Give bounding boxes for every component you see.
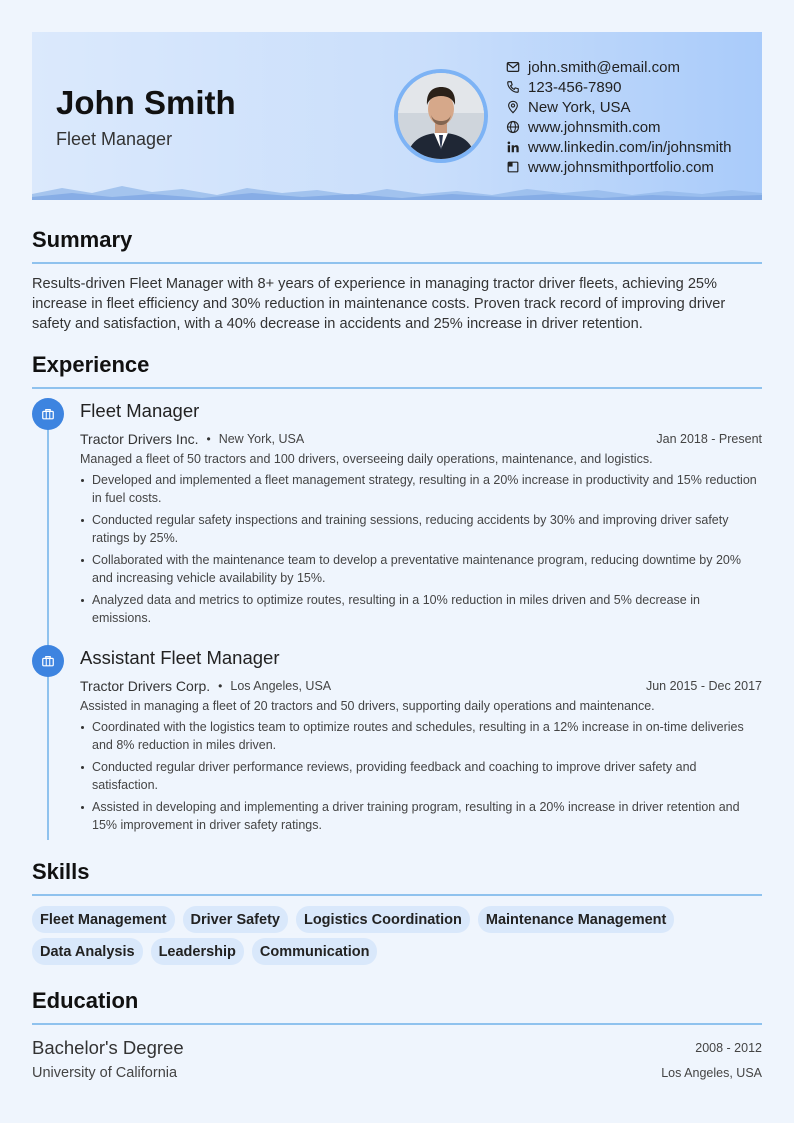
experience-timeline bbox=[47, 412, 49, 840]
job-description: Managed a fleet of 50 tractors and 100 drivers, overseeing daily operations, maintenance, and logistics. bbox=[80, 452, 653, 466]
skill-chip: Driver Safety bbox=[183, 906, 288, 933]
candidate-name: John Smith bbox=[56, 84, 236, 121]
achievement-item: Developed and implemented a fleet management strategy, resulting in a 20% increase in productivity and 15% reduction in fuel costs. bbox=[80, 471, 762, 507]
contact-email[interactable] bbox=[506, 57, 731, 77]
contact-location-text: New York, USA bbox=[528, 98, 631, 116]
skill-chip: Fleet Management bbox=[32, 906, 175, 933]
contact-portfolio[interactable] bbox=[506, 157, 731, 177]
job-location: New York, USA bbox=[218, 432, 305, 446]
job-dates: Jun 2015 - Dec 2017 bbox=[645, 679, 762, 693]
job-role: Fleet Manager bbox=[80, 400, 200, 421]
summary-text: Results-driven Fleet Manager with 8+ years of experience in managing tractor driver fleets, achieving 25% increase in fleet efficiency and 30% reduction in maintenance costs. Proven track record of improving driver safety and satisfaction, with a 40% decrease in accidents and 25% increase in driver retention. bbox=[32, 276, 726, 332]
education-degree: Bachelor's Degree bbox=[32, 1037, 184, 1058]
job-marker-2 bbox=[32, 645, 64, 677]
skills-heading: Skills bbox=[32, 859, 90, 884]
person-photo-icon bbox=[398, 73, 484, 159]
skill-chip: Leadership bbox=[151, 938, 244, 965]
job-meta bbox=[80, 426, 762, 452]
skill-chip: Logistics Coordination bbox=[296, 906, 470, 933]
job-marker-1 bbox=[32, 398, 64, 430]
job-company: Tractor Drivers Corp. bbox=[80, 678, 211, 694]
briefcase-icon bbox=[41, 654, 55, 668]
job-company: Tractor Drivers Inc. bbox=[80, 431, 199, 447]
education-school: University of California bbox=[32, 1065, 178, 1081]
job-entry-1 bbox=[80, 400, 762, 631]
mountain-decoration bbox=[32, 184, 762, 200]
job-achievements bbox=[80, 471, 762, 627]
location-pin-icon bbox=[506, 100, 520, 114]
education-dates: 2008 - 2012 bbox=[695, 1041, 762, 1055]
achievement-item: Conducted regular driver performance reviews, providing feedback and coaching to improve driver safety and satisfaction. bbox=[80, 758, 762, 794]
globe-icon bbox=[506, 120, 520, 134]
resume-header bbox=[32, 32, 762, 200]
separator-dot: • bbox=[206, 432, 211, 446]
contact-portfolio-text: www.johnsmithportfolio.com bbox=[528, 158, 714, 176]
phone-icon bbox=[506, 80, 520, 94]
achievement-item: Assisted in developing and implementing a driver training program, resulting in a 20% increase in driver retention and 15% improvement in driver safety ratings. bbox=[80, 798, 762, 834]
contact-email-text: john.smith@email.com bbox=[528, 58, 680, 76]
skill-chip: Data Analysis bbox=[32, 938, 143, 965]
experience-heading: Experience bbox=[32, 352, 150, 377]
achievement-item: Analyzed data and metrics to optimize routes, resulting in a 10% reduction in miles driven and 5% decrease in emissions. bbox=[80, 591, 762, 627]
job-description: Assisted in managing a fleet of 20 tractors and 50 drivers, supporting daily operations and maintenance. bbox=[80, 699, 655, 713]
job-role: Assistant Fleet Manager bbox=[80, 647, 280, 668]
skills-list bbox=[32, 906, 762, 970]
skill-chip: Maintenance Management bbox=[478, 906, 675, 933]
separator-dot: • bbox=[218, 679, 223, 693]
achievement-item: Coordinated with the logistics team to optimize routes and schedules, resulting in a 12% increase in on-time deliveries and 8% reduction in miles driven. bbox=[80, 718, 762, 754]
contact-linkedin[interactable] bbox=[506, 137, 731, 157]
education-location: Los Angeles, USA bbox=[661, 1066, 762, 1080]
mail-icon bbox=[506, 60, 520, 74]
job-entry-2 bbox=[80, 647, 762, 838]
portfolio-icon bbox=[506, 160, 520, 174]
contact-location bbox=[506, 97, 731, 117]
education-heading: Education bbox=[32, 988, 139, 1013]
job-meta bbox=[80, 673, 762, 699]
contact-website-text: www.johnsmith.com bbox=[528, 118, 661, 136]
achievement-item: Collaborated with the maintenance team to develop a preventative maintenance program, reducing downtime by 20% and increasing vehicle availability by 15%. bbox=[80, 551, 762, 587]
candidate-title: Fleet Manager bbox=[56, 129, 173, 149]
summary-divider bbox=[32, 262, 762, 264]
achievement-item: Conducted regular safety inspections and training sessions, reducing accidents by 30% and improving driver safety ratings by 25%. bbox=[80, 511, 762, 547]
job-location: Los Angeles, USA bbox=[230, 679, 332, 693]
skill-chip: Communication bbox=[252, 938, 378, 965]
contact-phone-text: 123-456-7890 bbox=[528, 78, 622, 96]
contact-list bbox=[506, 57, 731, 177]
linkedin-icon bbox=[506, 140, 520, 154]
experience-divider bbox=[32, 387, 762, 389]
education-divider bbox=[32, 1023, 762, 1025]
job-dates: Jan 2018 - Present bbox=[656, 432, 762, 446]
contact-linkedin-text: www.linkedin.com/in/johnsmith bbox=[528, 138, 732, 156]
profile-photo bbox=[394, 69, 488, 163]
summary-heading: Summary bbox=[32, 227, 133, 252]
contact-website[interactable] bbox=[506, 117, 731, 137]
contact-phone[interactable] bbox=[506, 77, 731, 97]
job-achievements bbox=[80, 718, 762, 834]
skills-divider bbox=[32, 894, 762, 896]
briefcase-icon bbox=[41, 407, 55, 421]
